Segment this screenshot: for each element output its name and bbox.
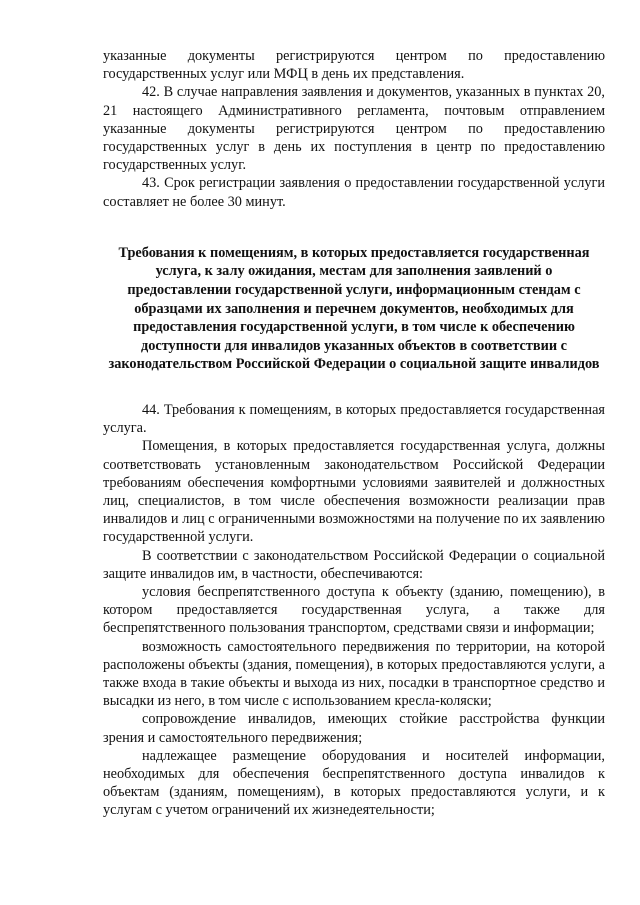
paragraph-42: 42. В случае направления заявления и документов, указанных в пунктах 20, 21 настоящего Административного регламента, почтовым отправлением указанные документы регистрируются центром по предоставлению государственных услуг в день их поступления в центр по предоставлению государственных услуг. [103, 84, 605, 174]
paragraph-44: 44. Требования к помещениям, в которых предоставляется государственная услуга. [103, 401, 605, 437]
list-item-access: условия беспрепятственного доступа к объекту (зданию, помещению), в котором предоставляется государственная услуга, а также для беспрепятственного пользования транспортом, средствами связи и информации; [103, 584, 605, 637]
list-item-movement: возможность самостоятельного передвижения по территории, на которой расположены объекты (здания, помещения), в которых предоставляются услуги, а также входа в такие объекты и выхода из них, посадки в транспортное средство и высадки из него, в том числе с использованием кресла-коляски; [103, 638, 605, 710]
paragraph-premises: Помещения, в которых предоставляется государственная услуга, должны соответствовать установленным законодательством Российской Федерации требованиям обеспечения комфортными условиями заявителей и должностных лиц, специалистов, в том числе обеспечения возможности реализации прав инвалидов и лиц с ограниченными возможностями на получение по их заявлению государственной услуги. [103, 438, 605, 546]
paragraph-43: 43. Срок регистрации заявления о предоставлении государственной услуги составляет не более 30 минут. [103, 175, 605, 210]
paragraph-law: В соответствии с законодательством Российской Федерации о социальной защите инвалидов им, в частности, обеспечиваются: [103, 547, 605, 582]
document-body [103, 47, 605, 820]
list-item-equipment: надлежащее размещение оборудования и носителей информации, необходимых для обеспечения беспрепятственного доступа инвалидов к объектам (зданиям, помещениям), в которых предоставляются услуги, и к услугам с учетом ограничений их жизнедеятельности; [103, 747, 605, 819]
section-heading: Требования к помещениям, в которых предоставляется государственная услуга, к залу ожидания, местам для заполнения заявлений о предоставлении государственной услуги, информационным стендам с образцами их заполнения и перечнем документов, необходимых для предоставления государственной услуги, в том числе к обеспечению доступности для инвалидов указанных объектов в соответствии с законодательством Российской Федерации о социальной защите инвалидов [108, 244, 600, 373]
paragraph-continuation: указанные документы регистрируются центром по предоставлению государственных услуг или МФЦ в день их представления. [103, 48, 605, 83]
list-item-accompaniment: сопровождение инвалидов, имеющих стойкие расстройства функции зрения и самостоятельного передвижения; [103, 711, 605, 746]
